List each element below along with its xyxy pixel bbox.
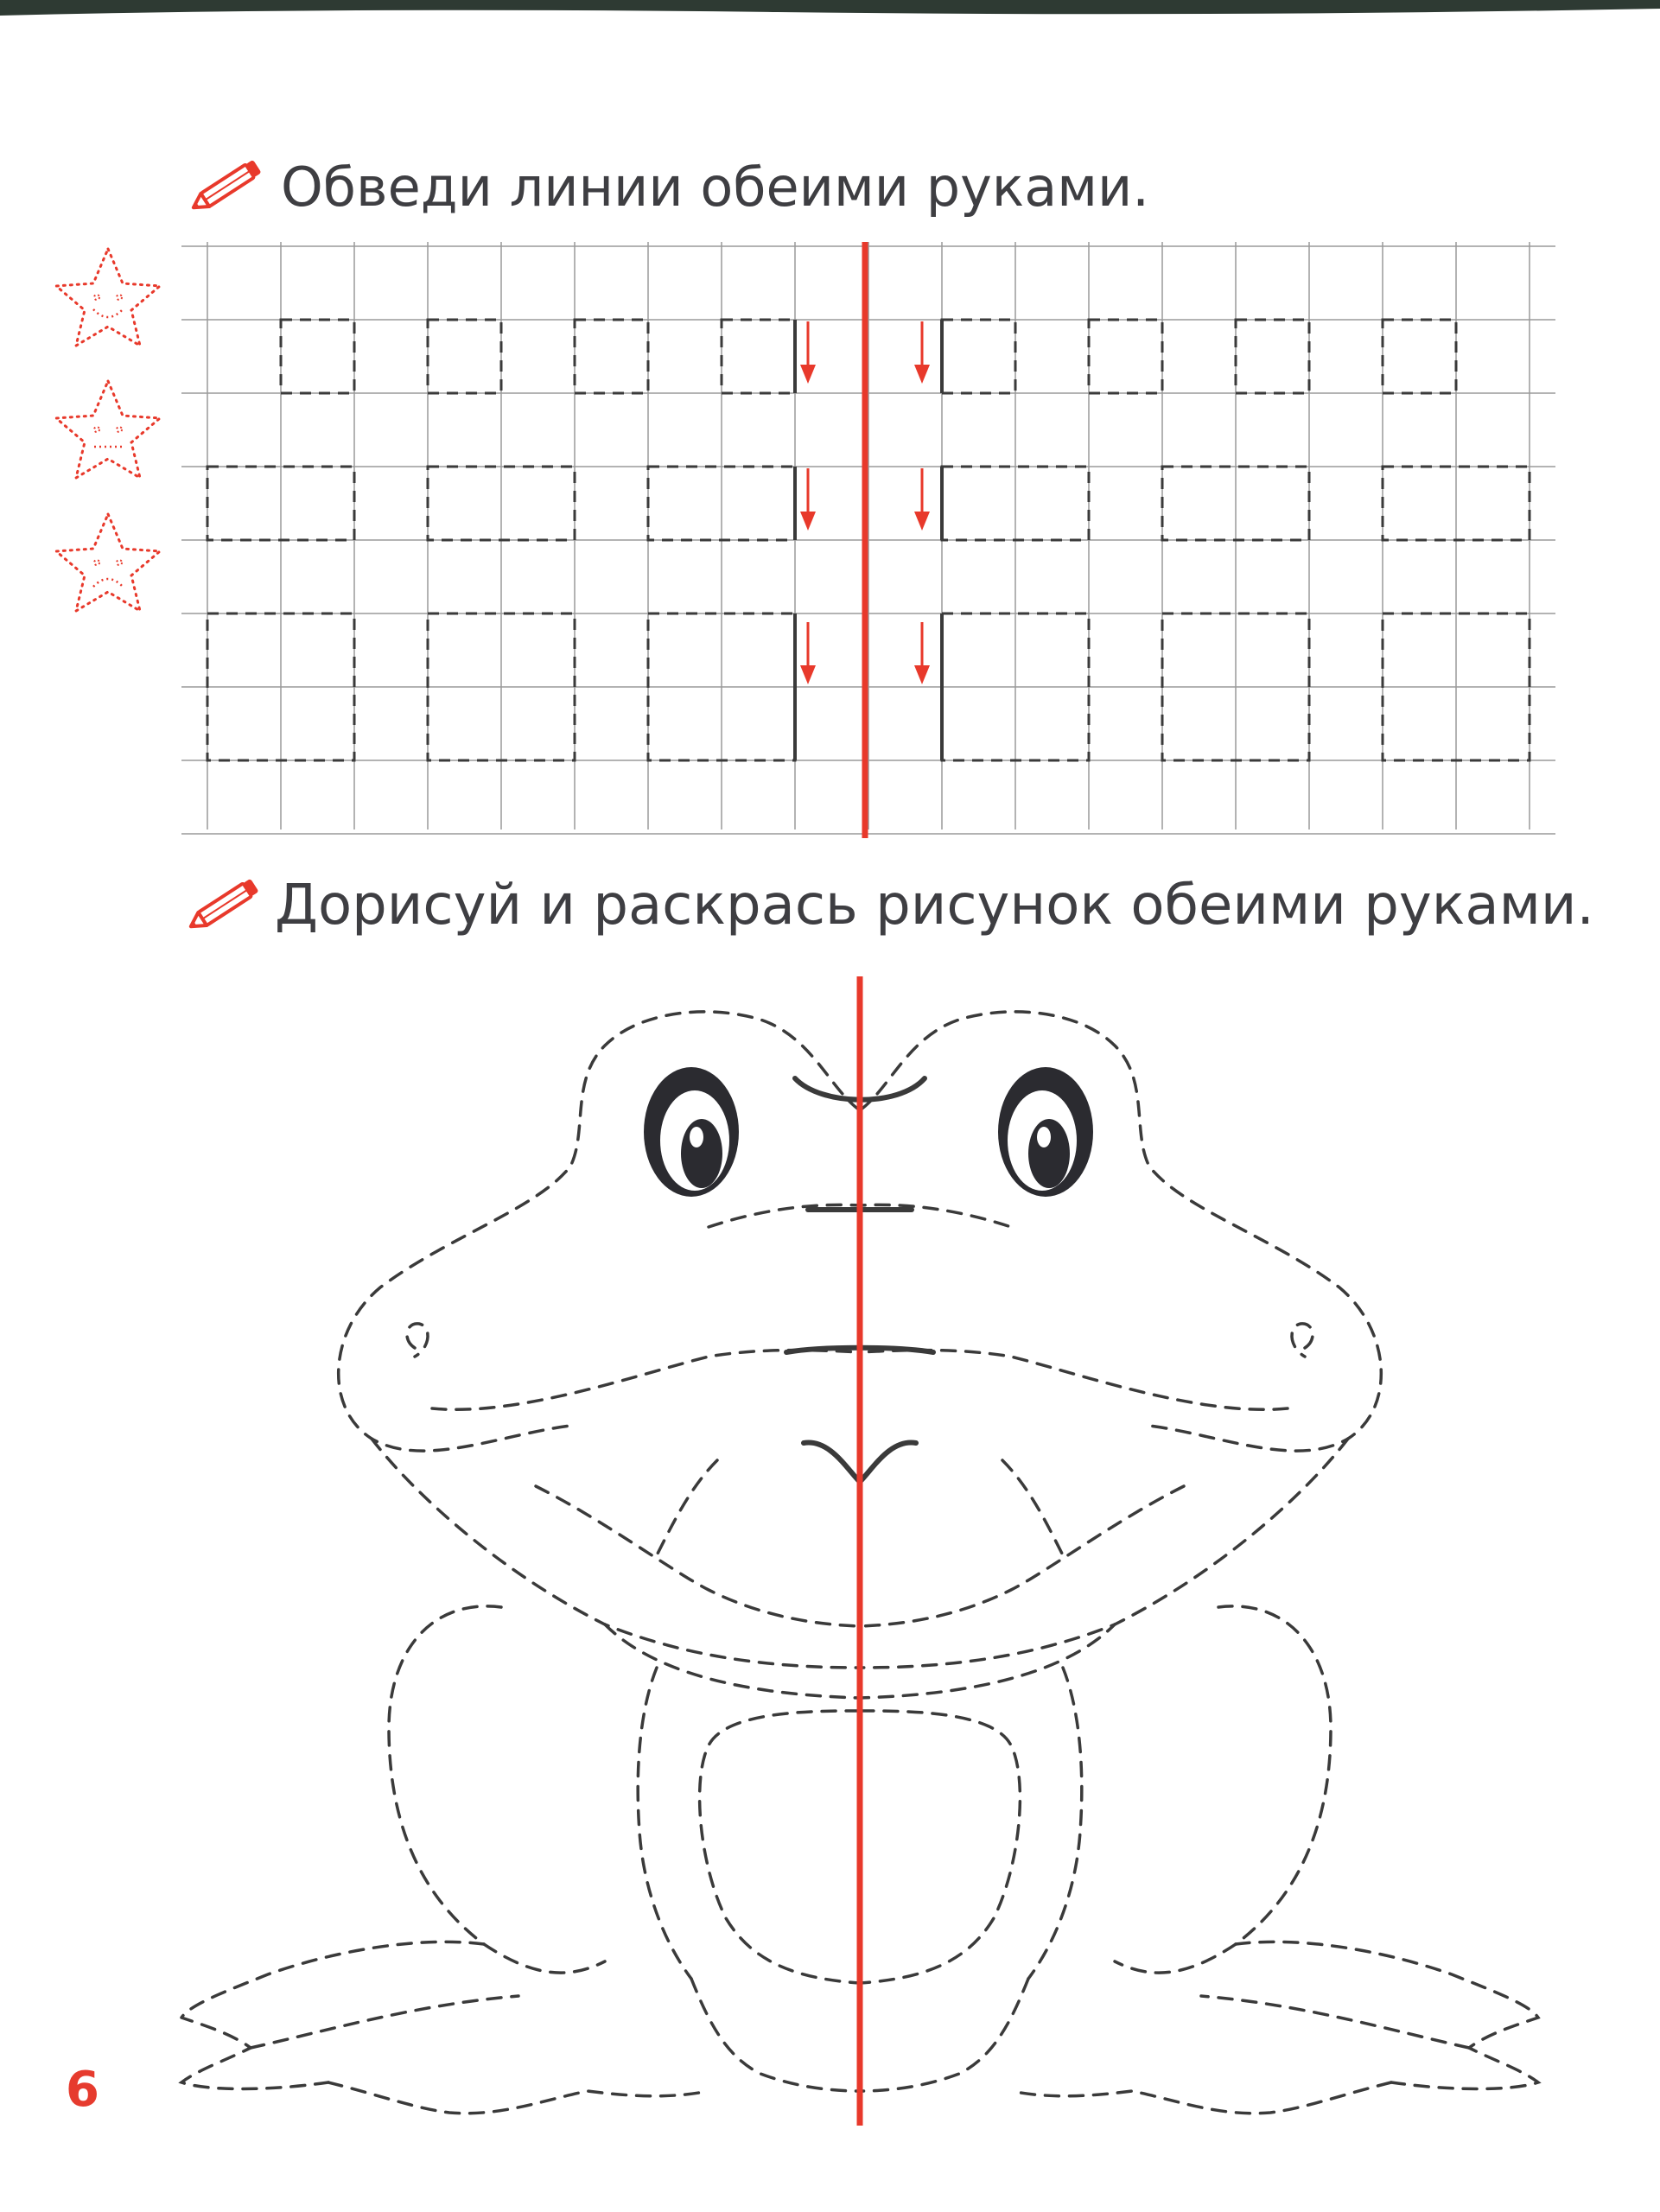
down-arrow-icon xyxy=(914,622,930,684)
dashed-shape[interactable] xyxy=(1089,320,1162,393)
frog-drawing-exercise[interactable] xyxy=(156,968,1573,2143)
dashed-shape[interactable] xyxy=(281,320,354,393)
page-number: 6 xyxy=(66,2062,99,2118)
dashed-shape[interactable] xyxy=(575,320,648,393)
star-happy-icon[interactable] xyxy=(56,249,160,346)
top-edge-band xyxy=(0,0,1660,24)
dashed-shape[interactable] xyxy=(722,320,795,393)
dashed-shape[interactable] xyxy=(1383,320,1456,393)
down-arrow-icon xyxy=(914,468,930,531)
right-eye xyxy=(998,1067,1093,1197)
dashed-shape[interactable] xyxy=(428,320,501,393)
dashed-shape[interactable] xyxy=(1236,320,1309,393)
star-neutral-icon[interactable] xyxy=(56,381,160,478)
task-2-instruction: Дорисуй и раскрась рисунок обеими руками. xyxy=(275,874,1594,938)
dashed-shape[interactable] xyxy=(942,320,1015,393)
tracing-grid-exercise[interactable] xyxy=(173,242,1555,847)
task-1-heading xyxy=(186,154,1149,219)
down-arrow-icon xyxy=(800,622,816,684)
down-arrow-icon xyxy=(914,321,930,384)
star-sad-icon[interactable] xyxy=(56,514,160,611)
task-1-instruction: Обведи линии обеими руками. xyxy=(281,155,1149,219)
down-arrow-icon xyxy=(800,468,816,531)
grid-lines xyxy=(181,242,1555,834)
task-2-heading xyxy=(183,873,1594,938)
down-arrow-icon xyxy=(800,321,816,384)
left-eye xyxy=(644,1067,739,1197)
pencil-icon xyxy=(183,873,266,938)
pencil-icon xyxy=(186,154,269,219)
self-assessment-stars xyxy=(35,238,181,635)
